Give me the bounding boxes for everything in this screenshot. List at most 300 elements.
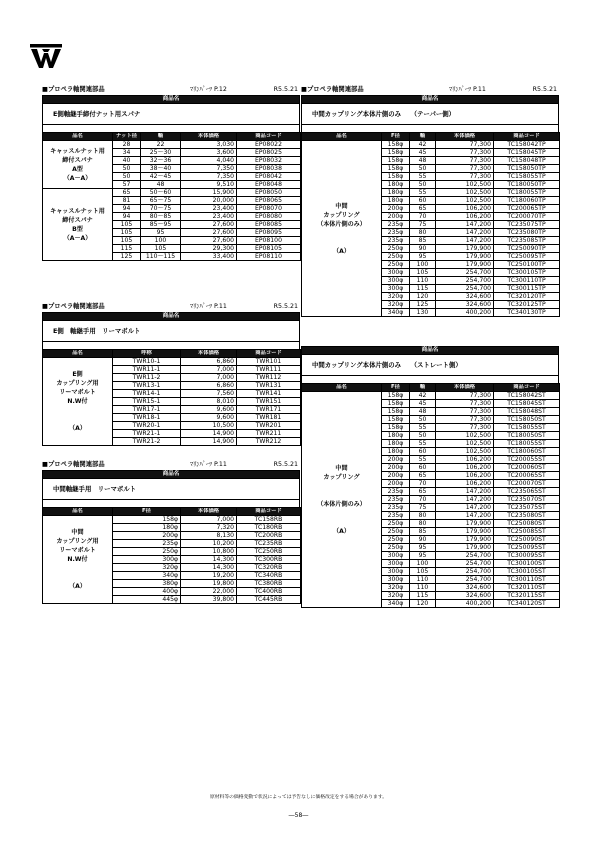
table-cell: 95 bbox=[141, 229, 181, 237]
table-cell: 235φ bbox=[382, 496, 410, 504]
table-cell: TC235070ST bbox=[494, 496, 560, 504]
table-cell: 158φ bbox=[382, 165, 410, 173]
section-title: ■プロペラ軸関連部品 bbox=[301, 86, 364, 93]
table-cell: 300φ bbox=[382, 552, 410, 560]
table-cell: 158φ bbox=[382, 424, 410, 432]
table-cell: TC300105ST bbox=[494, 568, 560, 576]
table-cell: TC158055ST bbox=[494, 424, 560, 432]
table-cell: 158φ bbox=[382, 392, 410, 400]
table-cell: 75 bbox=[410, 221, 436, 229]
table-cell: TC300115TP bbox=[494, 285, 560, 293]
table-cell: 23,400 bbox=[181, 213, 237, 221]
table-cell: 106,200 bbox=[436, 213, 494, 221]
table-cell: 180φ bbox=[382, 197, 410, 205]
table-cell: 235φ bbox=[382, 512, 410, 520]
table-cell: 200φ bbox=[382, 213, 410, 221]
table-cell: EP08065 bbox=[237, 197, 301, 205]
table-cell: TC320125TP bbox=[494, 301, 560, 309]
product-name: 中間軸継手用 リーマボルト bbox=[42, 479, 300, 500]
table-cell: 110 bbox=[410, 277, 436, 285]
product-name-heading: 商品名 bbox=[42, 312, 300, 321]
section-header bbox=[301, 85, 559, 95]
table-cell: 23,400 bbox=[181, 205, 237, 213]
table-cell: TC158050ST bbox=[494, 416, 560, 424]
table-cell: TC200065TP bbox=[494, 205, 560, 213]
right-section-coupling-straight bbox=[301, 346, 559, 608]
table-cell: TC340120ST bbox=[494, 600, 560, 608]
column-header: 商品コード bbox=[237, 133, 301, 141]
table-cell: EP08070 bbox=[237, 205, 301, 213]
table-cell: TWR201 bbox=[237, 422, 301, 430]
table-cell: 50 bbox=[113, 165, 141, 173]
table-cell: 25～30 bbox=[141, 149, 181, 157]
table-cell: 200φ bbox=[382, 456, 410, 464]
table-cell: EP08022 bbox=[237, 141, 301, 149]
table-cell: TC400RB bbox=[237, 588, 301, 596]
table-cell: 324,600 bbox=[436, 301, 494, 309]
column-header: 品名 bbox=[302, 133, 382, 141]
price-table bbox=[301, 132, 560, 317]
table-cell: 179,900 bbox=[436, 528, 494, 536]
table-cell: 200φ bbox=[382, 480, 410, 488]
table-cell: 95 bbox=[410, 544, 436, 552]
table-cell: 125 bbox=[113, 253, 141, 261]
table-cell: 110～115 bbox=[141, 253, 181, 261]
table-cell: TC320120TP bbox=[494, 293, 560, 301]
table-cell: TC300105TP bbox=[494, 269, 560, 277]
table-cell: TC235080ST bbox=[494, 512, 560, 520]
table-cell: 45 bbox=[410, 149, 436, 157]
table-cell: 48 bbox=[410, 157, 436, 165]
table-cell: TC158045ST bbox=[494, 400, 560, 408]
table-cell: 80 bbox=[410, 520, 436, 528]
table-cell: 158φ bbox=[382, 173, 410, 181]
table-cell: TC250095ST bbox=[494, 544, 560, 552]
table-cell: 110 bbox=[410, 576, 436, 584]
table-cell: TC180060TP bbox=[494, 197, 560, 205]
table-row bbox=[302, 392, 560, 400]
table-cell: 105 bbox=[141, 245, 181, 253]
table-cell: 14,900 bbox=[181, 430, 237, 438]
table-cell: 50 bbox=[410, 416, 436, 424]
table-cell: 7,320 bbox=[181, 524, 237, 532]
catalog-page-ref: ﾏﾘﾝﾊﾟｰﾂ P.11 bbox=[190, 461, 227, 468]
table-row bbox=[43, 141, 301, 149]
table-row bbox=[43, 189, 301, 197]
column-header: 品名 bbox=[43, 350, 113, 358]
table-cell: TC200RB bbox=[237, 532, 301, 540]
table-cell: TWR13-1 bbox=[113, 382, 181, 390]
table-cell: TWR21-2 bbox=[113, 438, 181, 446]
table-cell: 65 bbox=[410, 205, 436, 213]
table-cell: TC445RB bbox=[237, 596, 301, 604]
table-cell: 320φ bbox=[382, 584, 410, 592]
table-cell: 65 bbox=[410, 488, 436, 496]
table-cell: TC250090ST bbox=[494, 536, 560, 544]
table-cell: 65 bbox=[410, 472, 436, 480]
column-header: 商品コード bbox=[237, 508, 301, 516]
table-cell: 7,000 bbox=[181, 374, 237, 382]
table-cell: 179,900 bbox=[436, 245, 494, 253]
table-row bbox=[302, 141, 560, 149]
table-cell: 19,200 bbox=[181, 572, 237, 580]
table-cell: TWR17-1 bbox=[113, 406, 181, 414]
table-cell: 55 bbox=[410, 173, 436, 181]
table-cell: 320φ bbox=[382, 301, 410, 309]
column-header: F径 bbox=[113, 508, 181, 516]
table-cell: 3,030 bbox=[181, 141, 237, 149]
table-cell: 158φ bbox=[382, 149, 410, 157]
table-cell: 250φ bbox=[382, 245, 410, 253]
left-section-intermediate-reamer-bolt bbox=[42, 460, 300, 604]
table-cell: 50 bbox=[410, 165, 436, 173]
table-cell: 14,300 bbox=[181, 564, 237, 572]
table-cell: 42 bbox=[410, 392, 436, 400]
table-cell: 115 bbox=[410, 592, 436, 600]
table-cell: 147,200 bbox=[436, 496, 494, 504]
table-cell: 254,700 bbox=[436, 277, 494, 285]
table-cell: TC320115ST bbox=[494, 592, 560, 600]
table-cell: 254,700 bbox=[436, 285, 494, 293]
table-cell: 300φ bbox=[382, 269, 410, 277]
table-cell: 105 bbox=[410, 269, 436, 277]
table-cell: 60 bbox=[410, 448, 436, 456]
table-cell: 158φ bbox=[382, 408, 410, 416]
table-cell: TC250RB bbox=[237, 548, 301, 556]
table-cell: 235φ bbox=[382, 488, 410, 496]
table-cell: 10,800 bbox=[181, 548, 237, 556]
section-header bbox=[42, 460, 300, 470]
table-cell: 33,400 bbox=[181, 253, 237, 261]
table-cell: 81 bbox=[113, 197, 141, 205]
table-cell: 158φ bbox=[382, 141, 410, 149]
table-cell: 90 bbox=[410, 536, 436, 544]
table-cell: TWR11-2 bbox=[113, 374, 181, 382]
table-cell: 147,200 bbox=[436, 488, 494, 496]
table-cell: EP08042 bbox=[237, 173, 301, 181]
product-category-label: 中間 カップリング （本体片側のみ） （A） bbox=[302, 392, 382, 608]
table-cell: TC250090TP bbox=[494, 245, 560, 253]
column-header: 品名 bbox=[302, 384, 382, 392]
table-cell: 180φ bbox=[382, 189, 410, 197]
table-cell: TC300095ST bbox=[494, 552, 560, 560]
table-cell: 300φ bbox=[382, 277, 410, 285]
table-cell: 14,900 bbox=[181, 438, 237, 446]
table-cell: 400,200 bbox=[436, 309, 494, 317]
table-cell: TC235065ST bbox=[494, 488, 560, 496]
table-cell: TC250080ST bbox=[494, 520, 560, 528]
table-cell: 105 bbox=[410, 568, 436, 576]
table-cell: EP08110 bbox=[237, 253, 301, 261]
column-header: 呼称 bbox=[113, 350, 181, 358]
revision-date: R5.5.21 bbox=[273, 461, 298, 468]
table-cell: 80 bbox=[410, 229, 436, 237]
table-cell: 254,700 bbox=[436, 568, 494, 576]
table-cell: TWR211 bbox=[237, 430, 301, 438]
table-cell: 77,300 bbox=[436, 408, 494, 416]
table-cell: 27,600 bbox=[181, 221, 237, 229]
table-cell: 85～95 bbox=[141, 221, 181, 229]
right-section-coupling-taper bbox=[301, 85, 559, 317]
table-cell: TC200060ST bbox=[494, 464, 560, 472]
table-cell: EP08032 bbox=[237, 157, 301, 165]
table-cell: 130 bbox=[410, 309, 436, 317]
table-cell: 235φ bbox=[382, 221, 410, 229]
product-name-heading: 商品名 bbox=[42, 470, 300, 479]
table-cell: TC300110TP bbox=[494, 277, 560, 285]
section-header bbox=[42, 302, 300, 312]
table-cell: 158φ bbox=[113, 516, 181, 524]
table-cell: 340φ bbox=[382, 309, 410, 317]
table-cell: 9,510 bbox=[181, 181, 237, 189]
table-cell: TWR112 bbox=[237, 374, 301, 382]
table-cell: 48 bbox=[141, 181, 181, 189]
table-cell: 300φ bbox=[382, 568, 410, 576]
table-cell: 70 bbox=[410, 480, 436, 488]
table-cell: TC158048TP bbox=[494, 157, 560, 165]
column-header: 商品コード bbox=[494, 133, 560, 141]
column-header: 本体価格 bbox=[436, 133, 494, 141]
table-cell: TC235RB bbox=[237, 540, 301, 548]
column-header: 本体価格 bbox=[181, 350, 237, 358]
revision-date: R5.5.21 bbox=[273, 303, 298, 310]
table-cell: 147,200 bbox=[436, 237, 494, 245]
table-cell: 15,900 bbox=[181, 189, 237, 197]
table-cell: 77,300 bbox=[436, 173, 494, 181]
table-cell: 32～36 bbox=[141, 157, 181, 165]
table-cell: 180φ bbox=[113, 524, 181, 532]
section-header bbox=[42, 85, 300, 95]
table-cell: TC250095TP bbox=[494, 253, 560, 261]
table-cell: 105 bbox=[113, 229, 141, 237]
table-row bbox=[43, 516, 301, 524]
price-table bbox=[42, 507, 301, 604]
table-cell: TWR20-1 bbox=[113, 422, 181, 430]
left-section-e-side-reamer-bolt bbox=[42, 302, 300, 446]
table-cell: 235φ bbox=[382, 229, 410, 237]
table-cell: 55 bbox=[410, 456, 436, 464]
table-cell: TC300110ST bbox=[494, 576, 560, 584]
table-cell: TC158RB bbox=[237, 516, 301, 524]
table-cell: 28 bbox=[113, 141, 141, 149]
column-header: 本体価格 bbox=[436, 384, 494, 392]
table-cell: EP08025 bbox=[237, 149, 301, 157]
table-cell: TC340130TP bbox=[494, 309, 560, 317]
table-cell: 7,350 bbox=[181, 173, 237, 181]
table-cell: 340φ bbox=[382, 600, 410, 608]
section-title: ■プロペラ軸関連部品 bbox=[42, 461, 105, 468]
table-cell: 14,300 bbox=[181, 556, 237, 564]
table-cell: 50 bbox=[410, 432, 436, 440]
table-cell: 10,500 bbox=[181, 422, 237, 430]
column-header: 品名 bbox=[43, 508, 113, 516]
table-cell: EP08095 bbox=[237, 229, 301, 237]
table-cell: 235φ bbox=[382, 237, 410, 245]
table-cell: 50 bbox=[113, 173, 141, 181]
table-cell: 27,600 bbox=[181, 229, 237, 237]
table-cell: 77,300 bbox=[436, 400, 494, 408]
table-cell: TC180060ST bbox=[494, 448, 560, 456]
table-cell: 27,600 bbox=[181, 237, 237, 245]
table-cell: 200φ bbox=[382, 205, 410, 213]
price-table bbox=[42, 349, 301, 446]
column-header: ナット径 bbox=[113, 133, 141, 141]
table-cell: TWR171 bbox=[237, 406, 301, 414]
table-cell: 39,800 bbox=[181, 596, 237, 604]
table-cell: 95 bbox=[410, 552, 436, 560]
table-cell: 250φ bbox=[382, 261, 410, 269]
table-cell: 250φ bbox=[382, 528, 410, 536]
table-cell: 180φ bbox=[382, 181, 410, 189]
table-cell: EP08085 bbox=[237, 221, 301, 229]
table-cell: TWR10-1 bbox=[113, 358, 181, 366]
table-cell: 80～85 bbox=[141, 213, 181, 221]
table-cell: 34 bbox=[113, 149, 141, 157]
table-cell: 105 bbox=[113, 221, 141, 229]
column-header: F径 bbox=[382, 384, 410, 392]
table-cell: TC200070ST bbox=[494, 480, 560, 488]
table-cell: 70～75 bbox=[141, 205, 181, 213]
table-cell: 77,300 bbox=[436, 165, 494, 173]
table-cell: EP08105 bbox=[237, 245, 301, 253]
table-cell: TC320110ST bbox=[494, 584, 560, 592]
table-cell: 102,500 bbox=[436, 197, 494, 205]
tw-logo-icon bbox=[29, 43, 63, 69]
table-cell: EP08080 bbox=[237, 213, 301, 221]
column-header: 軸 bbox=[410, 133, 436, 141]
table-cell: 94 bbox=[113, 213, 141, 221]
table-cell: 9,600 bbox=[181, 414, 237, 422]
price-table bbox=[42, 132, 301, 261]
table-cell: TC250085ST bbox=[494, 528, 560, 536]
table-cell: 125 bbox=[410, 301, 436, 309]
table-cell: 65～75 bbox=[141, 197, 181, 205]
table-cell: 7,000 bbox=[181, 516, 237, 524]
table-cell: 254,700 bbox=[436, 560, 494, 568]
table-cell: 200φ bbox=[113, 532, 181, 540]
table-cell: 179,900 bbox=[436, 520, 494, 528]
table-cell: TC180055ST bbox=[494, 440, 560, 448]
table-cell: 65 bbox=[113, 189, 141, 197]
column-header: F径 bbox=[382, 133, 410, 141]
table-cell: TC300100ST bbox=[494, 560, 560, 568]
table-cell: 250φ bbox=[113, 548, 181, 556]
table-cell: TC158055TP bbox=[494, 173, 560, 181]
table-cell: TWR181 bbox=[237, 414, 301, 422]
column-header: 本体価格 bbox=[181, 133, 237, 141]
table-cell: EP08038 bbox=[237, 165, 301, 173]
table-cell: TC320RB bbox=[237, 564, 301, 572]
table-cell: 50 bbox=[410, 181, 436, 189]
product-name: 中間カップリング本体片側のみ （ストレート側） bbox=[301, 355, 559, 376]
table-cell: EP08048 bbox=[237, 181, 301, 189]
table-cell: 102,500 bbox=[436, 189, 494, 197]
table-cell: 85 bbox=[410, 528, 436, 536]
product-category-label: E側 カップリング用 リーマボルト N.W付 （A） bbox=[43, 358, 113, 446]
product-name: 中間カップリング本体片側のみ （テーパー側） bbox=[301, 104, 559, 125]
table-cell: 90 bbox=[410, 245, 436, 253]
table-cell: 324,600 bbox=[436, 293, 494, 301]
table-cell: 106,200 bbox=[436, 472, 494, 480]
table-cell: 22 bbox=[141, 141, 181, 149]
table-cell: 179,900 bbox=[436, 253, 494, 261]
table-cell: 77,300 bbox=[436, 392, 494, 400]
table-cell: 75 bbox=[410, 504, 436, 512]
table-cell: 19,800 bbox=[181, 580, 237, 588]
table-cell: 106,200 bbox=[436, 464, 494, 472]
table-cell: 300φ bbox=[382, 285, 410, 293]
table-cell: 55 bbox=[410, 424, 436, 432]
table-cell: TWR15-1 bbox=[113, 398, 181, 406]
table-cell: TWR11-1 bbox=[113, 366, 181, 374]
table-cell: 48 bbox=[410, 408, 436, 416]
table-cell: 340φ bbox=[113, 572, 181, 580]
catalog-page-ref: ﾏﾘﾝﾊﾟｰﾂ P.11 bbox=[449, 86, 486, 93]
catalog-page-ref: ﾏﾘﾝﾊﾟｰﾂ P.12 bbox=[190, 86, 227, 93]
left-section-castle-nut-spanner bbox=[42, 85, 300, 261]
table-cell: TC250100TP bbox=[494, 261, 560, 269]
column-header: 商品コード bbox=[237, 350, 301, 358]
table-cell: 94 bbox=[113, 205, 141, 213]
table-cell: 80 bbox=[410, 512, 436, 520]
table-cell: TC158045TP bbox=[494, 149, 560, 157]
table-cell: 158φ bbox=[382, 157, 410, 165]
column-header: 本体価格 bbox=[181, 508, 237, 516]
product-category-label: 中間 カップリング用 リーマボルト N.W付 （A） bbox=[43, 516, 113, 604]
table-cell: 22,000 bbox=[181, 588, 237, 596]
product-category-label: キャッスルナット用 締付スパナ A型 （A－A） bbox=[43, 141, 113, 189]
table-cell: 147,200 bbox=[436, 221, 494, 229]
product-name: E側 軸継手用 リーマボルト bbox=[42, 321, 300, 342]
product-name-heading: 商品名 bbox=[42, 95, 300, 104]
table-cell: 7,000 bbox=[181, 366, 237, 374]
table-cell: TC300RB bbox=[237, 556, 301, 564]
table-cell: 147,200 bbox=[436, 229, 494, 237]
table-cell: TC180055TP bbox=[494, 189, 560, 197]
table-cell: 100 bbox=[410, 560, 436, 568]
product-name: E側軸継手締付ナット用スパナ bbox=[42, 104, 300, 125]
page-number: ―58― bbox=[288, 812, 309, 819]
table-cell: TC380RB bbox=[237, 580, 301, 588]
table-cell: 70 bbox=[410, 213, 436, 221]
table-cell: 324,600 bbox=[436, 584, 494, 592]
revision-date: R5.5.21 bbox=[273, 86, 298, 93]
table-cell: TC200070TP bbox=[494, 213, 560, 221]
table-cell: 180φ bbox=[382, 448, 410, 456]
table-cell: 106,200 bbox=[436, 456, 494, 464]
column-header: 商品コード bbox=[494, 384, 560, 392]
table-cell: 50～60 bbox=[141, 189, 181, 197]
table-cell: 29,300 bbox=[181, 245, 237, 253]
table-row bbox=[43, 358, 301, 366]
table-cell: 6,860 bbox=[181, 358, 237, 366]
table-cell: 158φ bbox=[382, 416, 410, 424]
table-cell: TC180050ST bbox=[494, 432, 560, 440]
table-cell: 7,350 bbox=[181, 165, 237, 173]
table-cell: 250φ bbox=[382, 253, 410, 261]
column-header: 軸 bbox=[410, 384, 436, 392]
table-cell: 55 bbox=[410, 440, 436, 448]
table-cell: 235φ bbox=[113, 540, 181, 548]
table-cell: 120 bbox=[410, 293, 436, 301]
product-category-label: キャッスルナット用 締付スパナ B型 （A－A） bbox=[43, 189, 113, 261]
table-cell: TC340RB bbox=[237, 572, 301, 580]
table-cell: 179,900 bbox=[436, 261, 494, 269]
table-cell: 70 bbox=[410, 496, 436, 504]
table-cell: 250φ bbox=[382, 536, 410, 544]
table-cell: 400φ bbox=[113, 588, 181, 596]
table-cell: 250φ bbox=[382, 520, 410, 528]
